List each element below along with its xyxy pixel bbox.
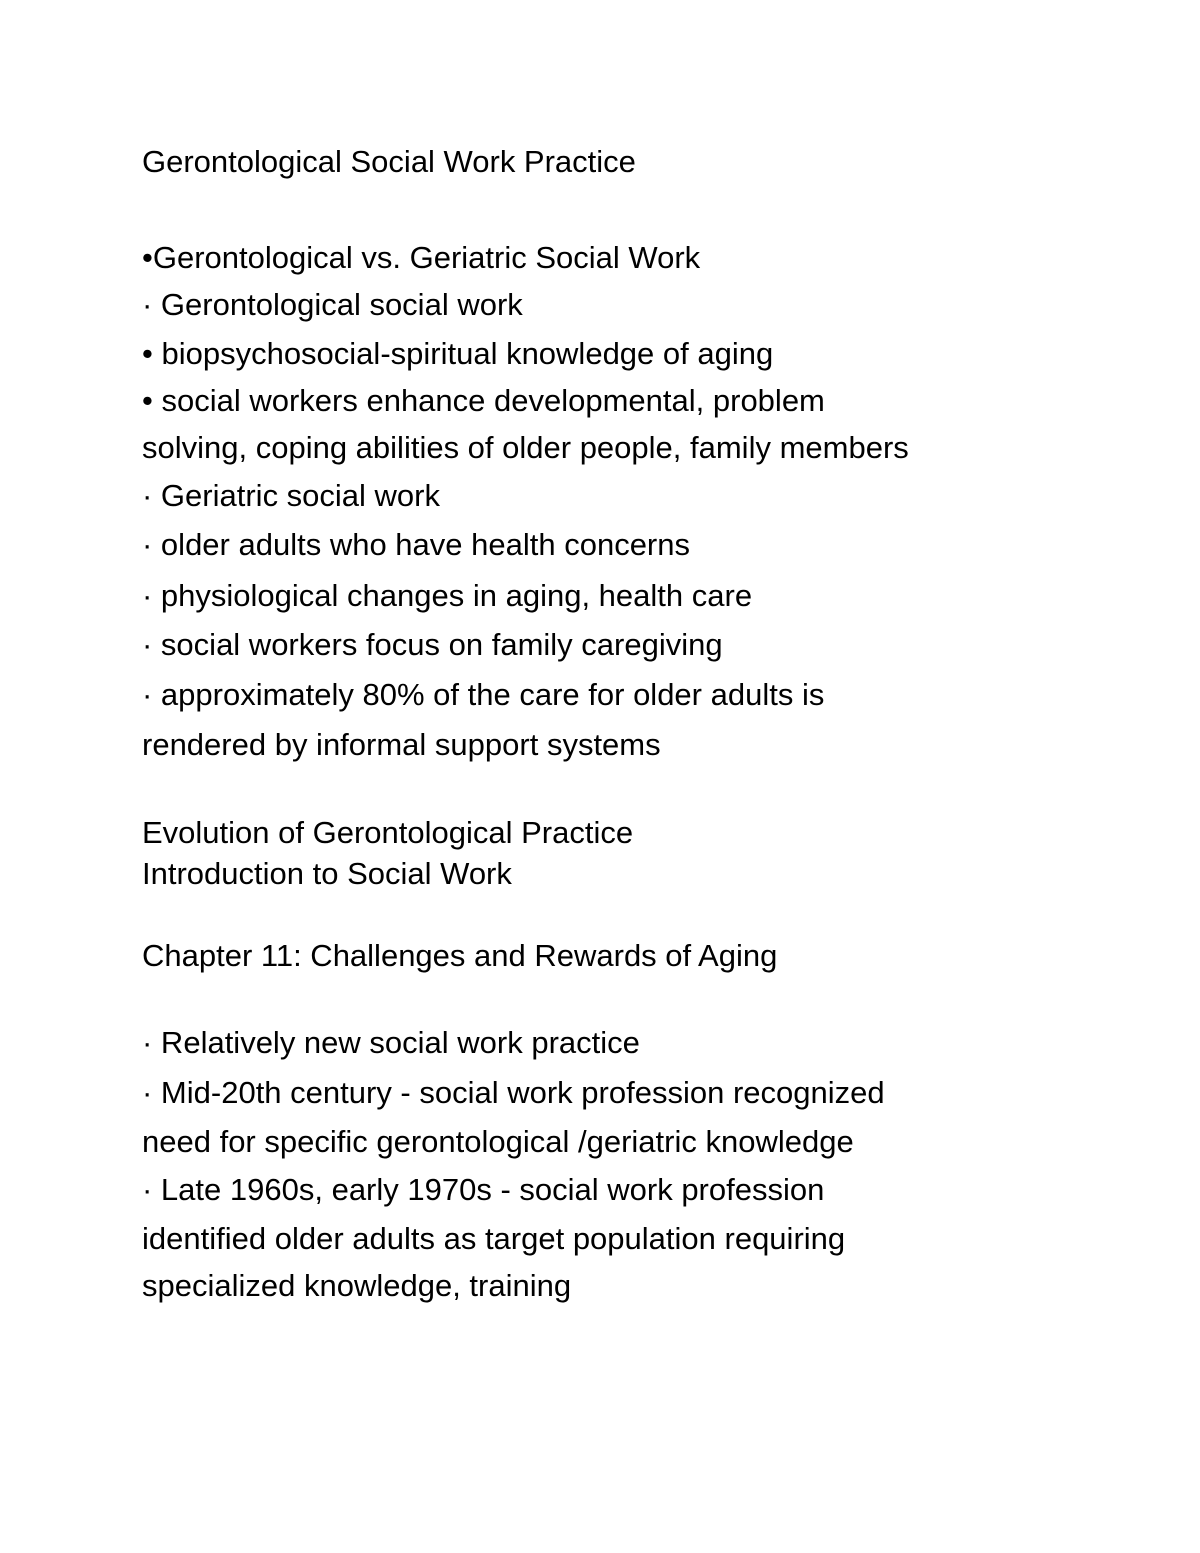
text-line: · Mid-20th century - social work profession recognized <box>142 1075 885 1110</box>
text-line: • biopsychosocial-spiritual knowledge of aging <box>142 336 774 371</box>
section-heading: Evolution of Gerontological Practice <box>142 815 634 850</box>
text-line: · Relatively new social work practice <box>142 1025 640 1060</box>
text-line: · social workers focus on family caregiving <box>142 627 723 662</box>
chapter-heading: Chapter 11: Challenges and Rewards of Aging <box>142 938 778 973</box>
page-title: Gerontological Social Work Practice <box>142 144 636 179</box>
text-line: •Gerontological vs. Geriatric Social Work <box>142 240 701 275</box>
section-heading: Introduction to Social Work <box>142 856 512 891</box>
text-line: · Gerontological social work <box>142 287 523 322</box>
text-line: · Late 1960s, early 1970s - social work profession <box>142 1172 825 1207</box>
text-line: • social workers enhance developmental, problem <box>142 383 825 418</box>
text-line: rendered by informal support systems <box>142 727 661 762</box>
text-line: · Geriatric social work <box>142 478 440 513</box>
text-line: need for specific gerontological /geriatric knowledge <box>142 1124 854 1159</box>
text-line: identified older adults as target population requiring <box>142 1221 846 1256</box>
text-line: · approximately 80% of the care for older adults is <box>142 677 825 712</box>
text-line: specialized knowledge, training <box>142 1268 572 1303</box>
text-line: solving, coping abilities of older people, family members <box>142 430 909 465</box>
text-line: · physiological changes in aging, health care <box>142 578 753 613</box>
text-line: · older adults who have health concerns <box>142 527 690 562</box>
